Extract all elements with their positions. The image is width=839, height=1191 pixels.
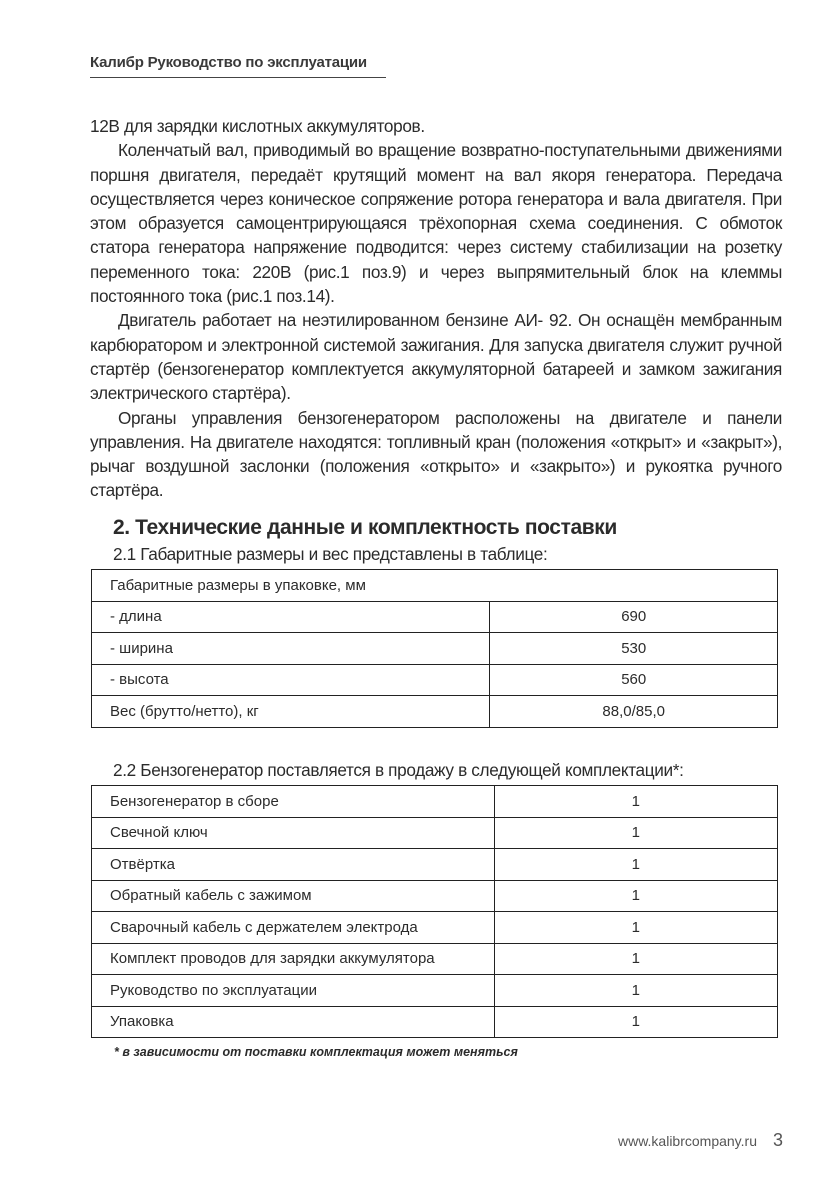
section-title: 2. Технические данные и комплектность поставки (113, 516, 617, 539)
table-row (92, 880, 778, 912)
table-header-cell: Габаритные размеры в упаковке, мм (92, 570, 778, 602)
running-header: Калибр Руководство по эксплуатации (90, 54, 386, 78)
table-row (92, 849, 778, 881)
table-row (92, 943, 778, 975)
page-footer (618, 1130, 783, 1151)
row-label: Обратный кабель с зажимом (92, 880, 495, 912)
footnote: * в зависимости от поставки комплектация может меняться (114, 1045, 518, 1059)
table-header-row (92, 570, 778, 602)
row-label: - длина (92, 601, 490, 633)
row-label: Руководство по эксплуатации (92, 975, 495, 1007)
row-value: 1 (494, 880, 778, 912)
table-row (92, 1006, 778, 1038)
row-value: 1 (494, 849, 778, 881)
row-label: - ширина (92, 633, 490, 665)
paragraph-engine: Двигатель работает на неэтилированном бензине АИ- 92. Он оснащён мембранным карбюратором и электронной системой зажигания. Для запуска двигателя служит ручной стартёр (бензогенератор комплектуется аккумуляторной батареей и замком зажигания электрического стартёра). (90, 310, 782, 404)
row-value: 1 (494, 943, 778, 975)
row-label: Комплект проводов для зарядки аккумулятора (92, 943, 495, 975)
row-label: Свечной ключ (92, 817, 495, 849)
table-row (92, 633, 778, 665)
body-text (90, 114, 782, 503)
row-label: Отвёртка (92, 849, 495, 881)
website-link[interactable]: www.kalibrcompany.ru (617, 1133, 757, 1149)
row-value: 1 (494, 912, 778, 944)
table-row (92, 601, 778, 633)
page-number: 3 (772, 1130, 783, 1150)
paragraph-crankshaft: Коленчатый вал, приводимый во вращение возвратно-поступательными движениями поршня двигателя, передаёт крутящий момент на вал якоря генератора. Передача осуществляется через коническое сопряжение ротора генератора и вала двигателя. При этом образуется самоцентрирующаяся трёхопорная схема соединения. С обмоток статора генератора напряжение подводится: через систему стабилизации на розетку переменного тока: 220В (рис.1 поз.9) и через выпрямительный блок на клеммы постоянного тока (рис.1 поз.14). (90, 140, 782, 307)
row-value: 1 (494, 786, 778, 818)
row-label: Вес (брутто/нетто), кг (92, 696, 490, 728)
paragraph-controls: Органы управления бензогенератором расположены на двигателе и панели управления. На двигателе находятся: топливный кран (положения «открыт» и «закрыт»), рычаг воздушной заслонки (положения «открыто» и «закрыто») и рукоятка ручного стартёра. (90, 407, 782, 501)
subsection-package: 2.2 Бензогенератор поставляется в продажу в следующей комплектации*: (113, 760, 684, 780)
row-value: 1 (494, 975, 778, 1007)
row-label: Упаковка (92, 1006, 495, 1038)
row-value: 1 (494, 1006, 778, 1038)
table-row (92, 786, 778, 818)
dimensions-table (91, 569, 778, 728)
subsection-dimensions: 2.1 Габаритные размеры и вес представлены в таблице: (113, 544, 548, 564)
paragraph-continuation: 12В для зарядки кислотных аккумуляторов. (90, 116, 425, 136)
row-label: Сварочный кабель с держателем электрода (92, 912, 495, 944)
package-table (91, 785, 778, 1038)
row-value: 88,0/85,0 (490, 696, 778, 728)
row-value: 560 (490, 664, 778, 696)
row-label: Бензогенератор в сборе (92, 786, 495, 818)
row-value: 690 (490, 601, 778, 633)
row-label: - высота (92, 664, 490, 696)
row-value: 530 (490, 633, 778, 665)
table-row (92, 912, 778, 944)
table-row (92, 817, 778, 849)
table-row (92, 664, 778, 696)
table-row (92, 696, 778, 728)
row-value: 1 (494, 817, 778, 849)
table-row (92, 975, 778, 1007)
